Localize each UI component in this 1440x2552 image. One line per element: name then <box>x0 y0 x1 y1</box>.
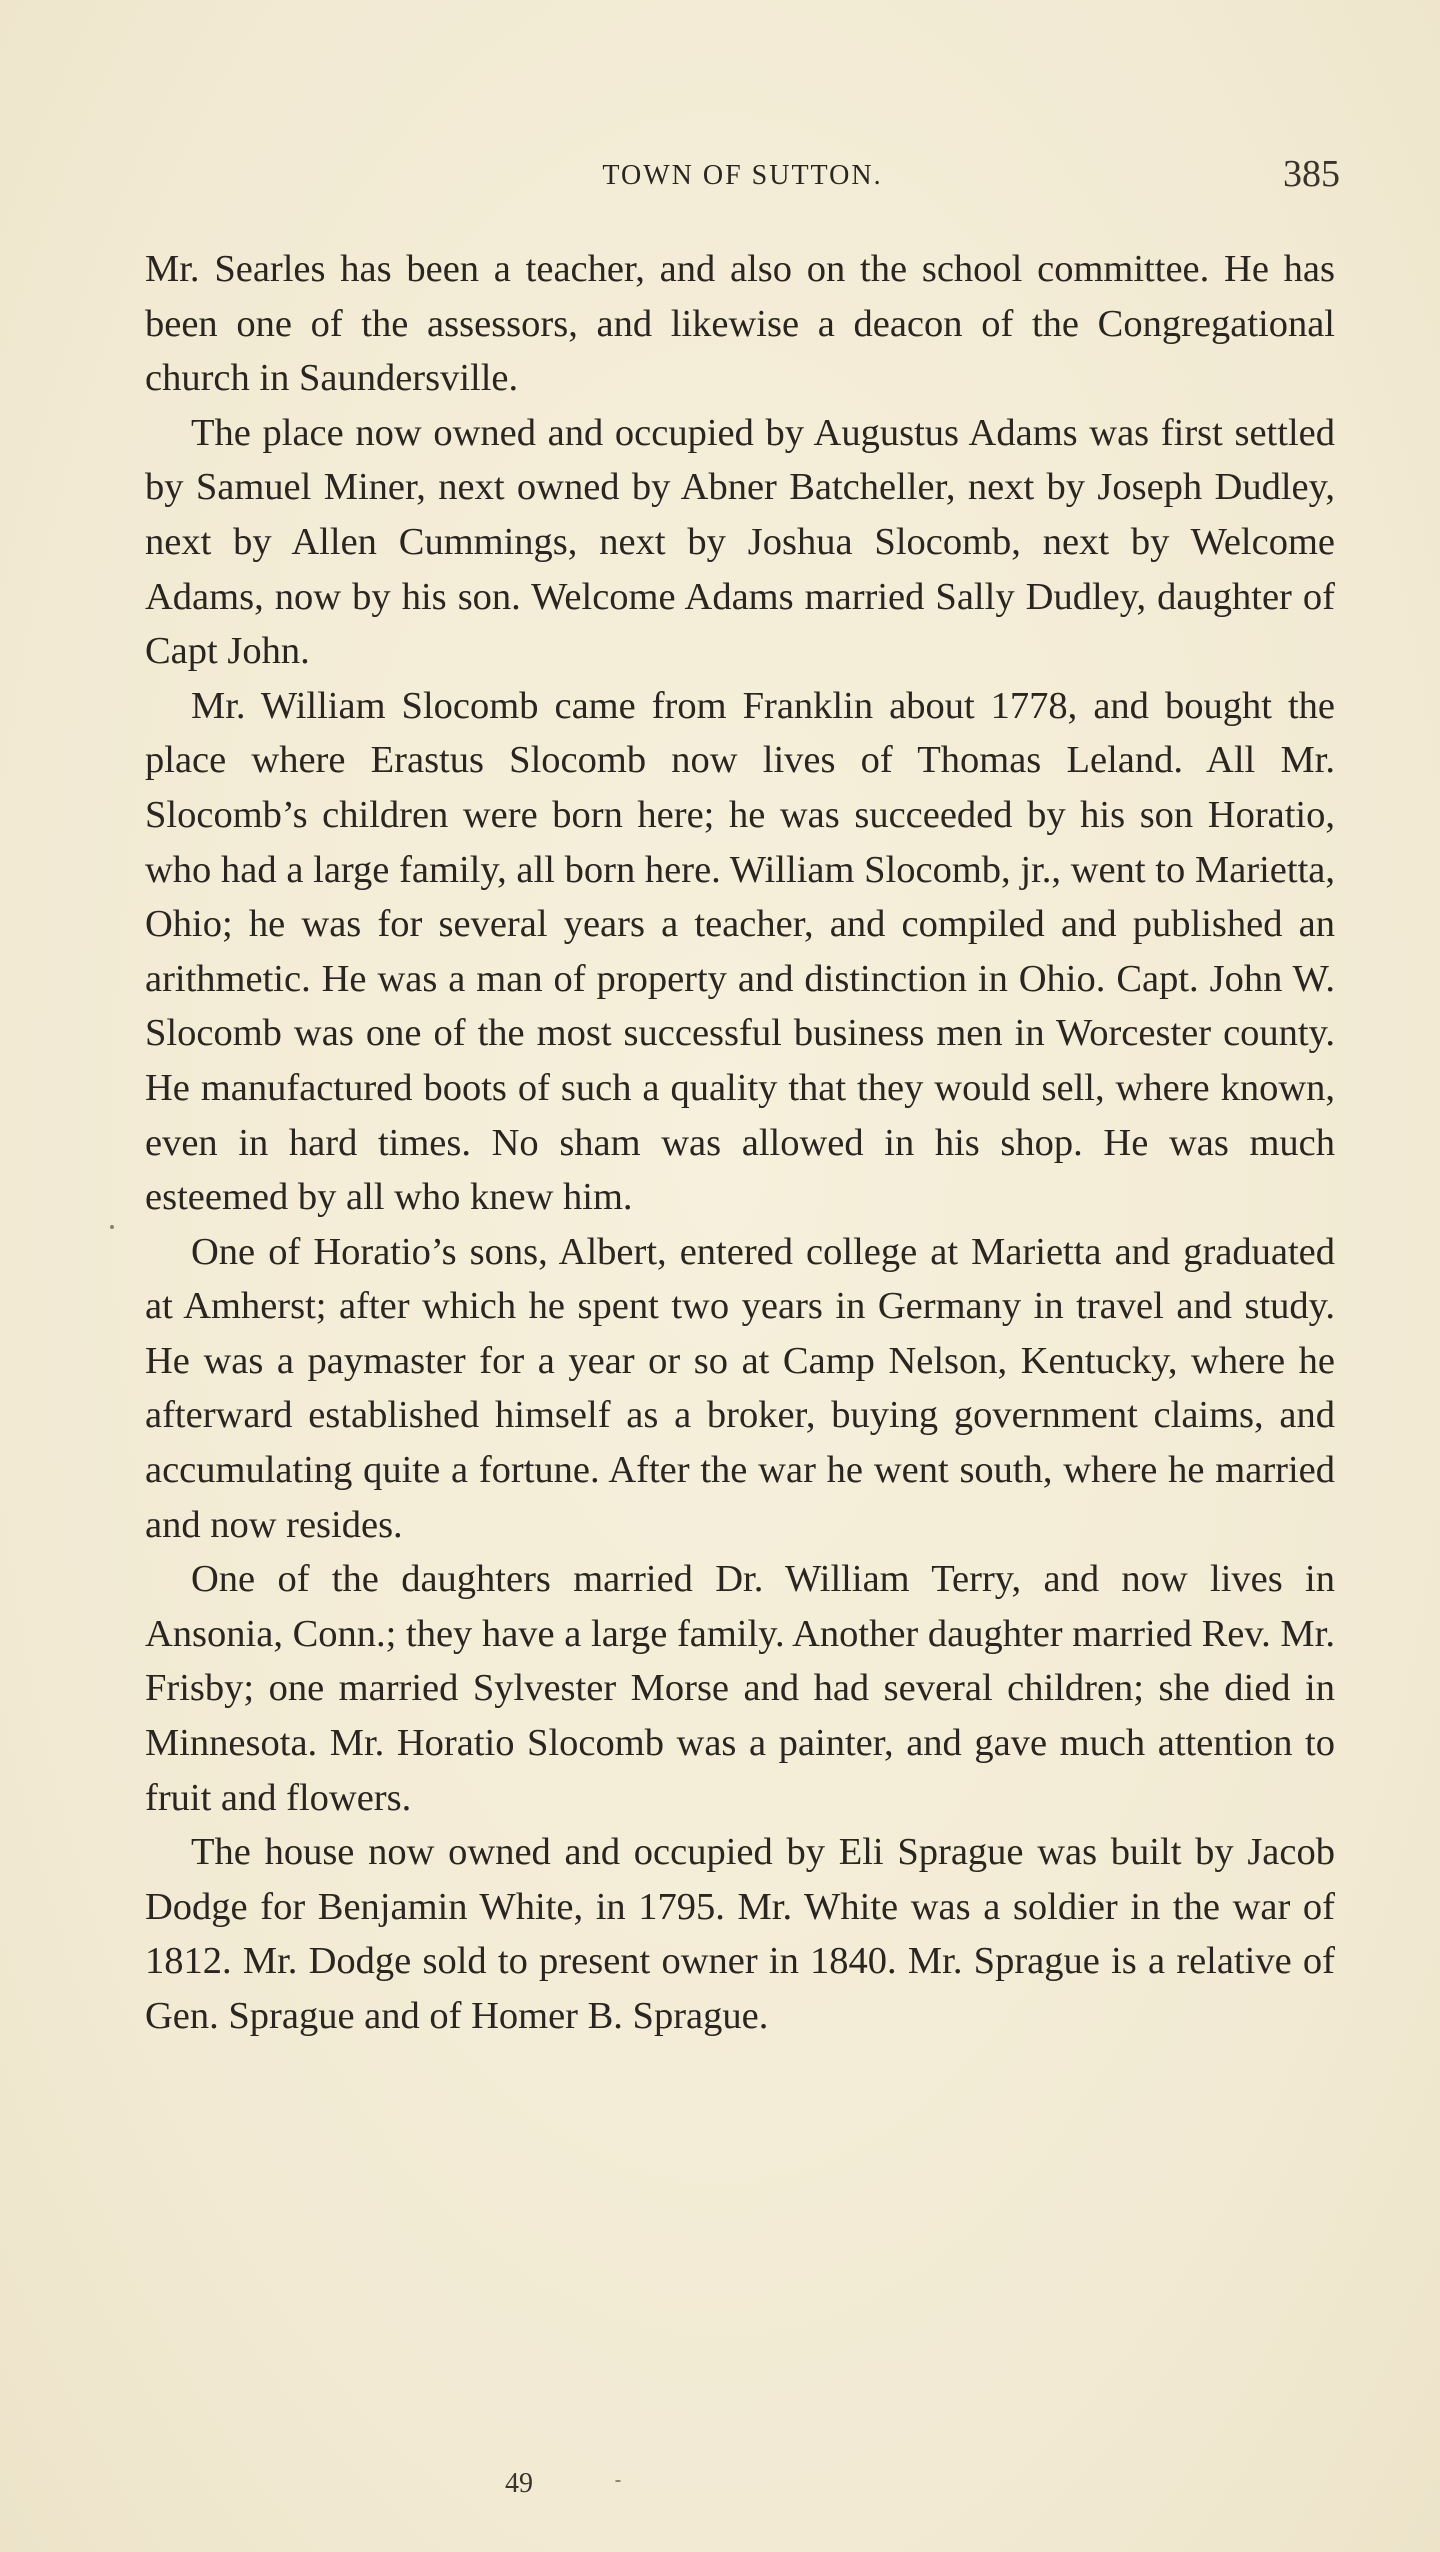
paragraph-sprague-house: The house now owned and occupied by Eli Sprague was built by Jacob Dodge for Benjamin White, in 1795. Mr. White was a soldier in the war of 1812. Mr. Dodge sold to present owner in 1840. Mr. Sprague is a relative of Gen. Sprague and of Homer B. Sprague. <box>145 1831 1335 2037</box>
paragraph-searles: Mr. Searles has been a teacher, and also on the school committee. He has been one of the assessors, and likewise a deacon of the Congregational church in Saundersville. <box>145 248 1335 400</box>
running-title: TOWN OF SUTTON. <box>602 160 883 191</box>
paper-speck <box>615 2480 621 2482</box>
paragraph-albert: One of Horatio’s sons, Albert, entered college at Marietta and graduated at Amherst; after which he spent two years in Germany in travel and study. He was a paymaster for a year or so at Camp Nelson, Kentucky, where he afterward established himself as a broker, buying government claims, and accumulating quite a fortune. After the war he went south, where he married and now resides. <box>145 1230 1335 1546</box>
page-number: 385 <box>1283 153 1340 195</box>
paper-speck <box>110 1225 114 1229</box>
running-head <box>145 152 1340 200</box>
paragraph-william-slocomb: Mr. William Slocomb came from Franklin about 1778, and bought the place where Erastus Slocomb now lives of Thomas Leland. All Mr. Slocomb’s children were born here; he was succeeded by his son Horatio, who had a large family, all born here. William Slocomb, jr., went to Marietta, Ohio; he was for several years a teacher, and compiled and published an arithmetic. He was a man of property and distinction in Ohio. Capt. John W. Slocomb was one of the most successful business men in Worcester county. He manufactured boots of such a quality that they would sell, where known, even in hard times. No sham was allowed in his shop. He was much esteemed by all who knew him. <box>145 684 1335 1219</box>
paragraph-daughters: One of the daughters married Dr. William Terry, and now lives in Ansonia, Conn.; they have a large family. Another daughter married Rev. Mr. Frisby; one married Sylvester Morse and had several children; she died in Minnesota. Mr. Horatio Slocomb was a painter, and gave much attention to fruit and flowers. <box>145 1558 1335 1819</box>
signature-mark: 49 <box>505 2468 533 2499</box>
body-text <box>145 242 1335 2044</box>
paragraph-adams-place: The place now owned and occupied by Augustus Adams was first settled by Samuel Miner, next owned by Abner Batcheller, next by Joseph Dudley, next by Allen Cummings, next by Joshua Slocomb, next by Welcome Adams, now by his son. Welcome Adams married Sally Dudley, daughter of Capt John. <box>145 411 1335 673</box>
